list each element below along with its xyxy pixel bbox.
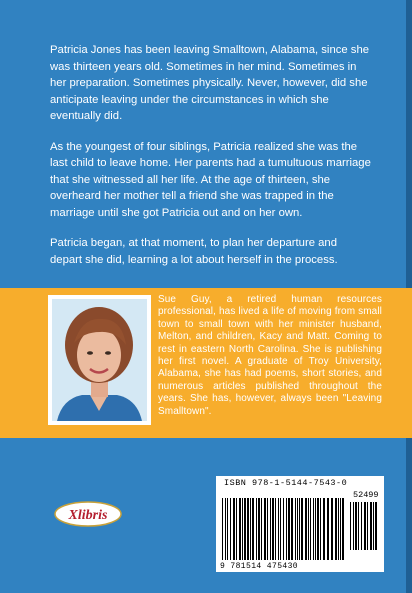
barcode-bar [244, 498, 246, 560]
book-blurb [50, 42, 372, 282]
barcode-bar [252, 498, 254, 560]
barcode-bar [364, 502, 366, 550]
barcode-bar [297, 498, 298, 560]
barcode-bar [361, 502, 362, 550]
barcode-bar [327, 498, 329, 560]
barcode-bar [291, 498, 293, 560]
barcode-bar [340, 498, 341, 560]
barcode-bar [261, 498, 262, 560]
blurb-paragraph-1: Patricia Jones has been leaving Smalltown, Alabama, since she was thirteen years old. Sometimes in her mind. Sometimes in her preparation. Sometimes physically. Never, however, did she anticipate leaving under the circumstances in which she eventually did. [50, 44, 370, 122]
barcode-bar [270, 498, 271, 560]
barcode-bar [233, 498, 235, 560]
barcode-bar [250, 498, 251, 560]
barcode-bar [222, 498, 223, 560]
barcode-bar [283, 498, 284, 560]
barcode-bar [355, 502, 357, 550]
barcode-bar [350, 502, 351, 550]
blurb-paragraph-3: Patricia began, at that moment, to plan her departure and depart she did, learning a lot about herself in the process. [50, 237, 338, 266]
barcode-bar [317, 498, 319, 560]
barcode-bar [342, 498, 344, 560]
author-bio: Sue Guy, a retired human resources professional, has lived a life of moving from small town to small town with her minister husband, Melton, and children, Kacy and Matt. Coming to rest in eastern North Carolina. She is publishing her first novel. A graduate of Troy University, Alabama, she has had poems, short stories, and numerous articles published throughout the years. She has, however, always been "Leaving Smalltown". [158, 294, 382, 417]
barcode-bar [320, 498, 321, 560]
barcode-bar [295, 498, 296, 560]
blurb-paragraph-2: As the youngest of four siblings, Patricia realized she was the last child to leave home. Her parents had a tumultuous marriage that she witnessed all her life. At the age of thirteen, she overheard her mother tell a friend she was trapped in the marriage until she got Patricia out and on her own. [50, 140, 371, 219]
barcode-bar [315, 498, 316, 560]
barcode-bar [308, 498, 309, 560]
barcode-number: 9 781514 475430 [220, 562, 299, 571]
barcode-bar [338, 498, 339, 560]
barcode-bar [375, 502, 377, 550]
barcode-bar [275, 498, 276, 560]
barcode-bar [305, 498, 307, 560]
isbn-number: ISBN 978-1-5144-7543-0 [224, 478, 348, 488]
barcode-bar [267, 498, 268, 560]
barcode-bar [280, 498, 281, 560]
barcode-bar [264, 498, 266, 560]
barcode-bar [370, 502, 372, 550]
barcode-bar [323, 498, 325, 560]
barcode-bar [227, 498, 228, 560]
barcode-bar [373, 502, 374, 550]
barcode-bar [335, 498, 337, 560]
barcode-bar [242, 498, 243, 560]
barcode-bar [247, 498, 249, 560]
publisher-logo [54, 501, 122, 527]
barcode-bar [310, 498, 311, 560]
barcode-bar [230, 498, 231, 560]
barcode-bar [258, 498, 260, 560]
barcode-bar [239, 498, 241, 560]
barcode-bar [301, 498, 303, 560]
author-photo [48, 295, 151, 425]
svg-text:Xlibris: Xlibris [68, 508, 108, 523]
barcode-bar [278, 498, 279, 560]
barcode-bar [353, 502, 354, 550]
barcode-bar [358, 502, 359, 550]
price-code: 52499 [353, 490, 379, 500]
barcode-bar [225, 498, 226, 560]
barcode-bar [286, 498, 287, 560]
barcode-bar [313, 498, 314, 560]
barcode-bar [256, 498, 257, 560]
barcode-bar [288, 498, 290, 560]
barcode-bar [331, 498, 333, 560]
barcode-bar [236, 498, 237, 560]
barcode-bar [272, 498, 274, 560]
barcode-bar [299, 498, 300, 560]
barcode-bar [367, 502, 368, 550]
